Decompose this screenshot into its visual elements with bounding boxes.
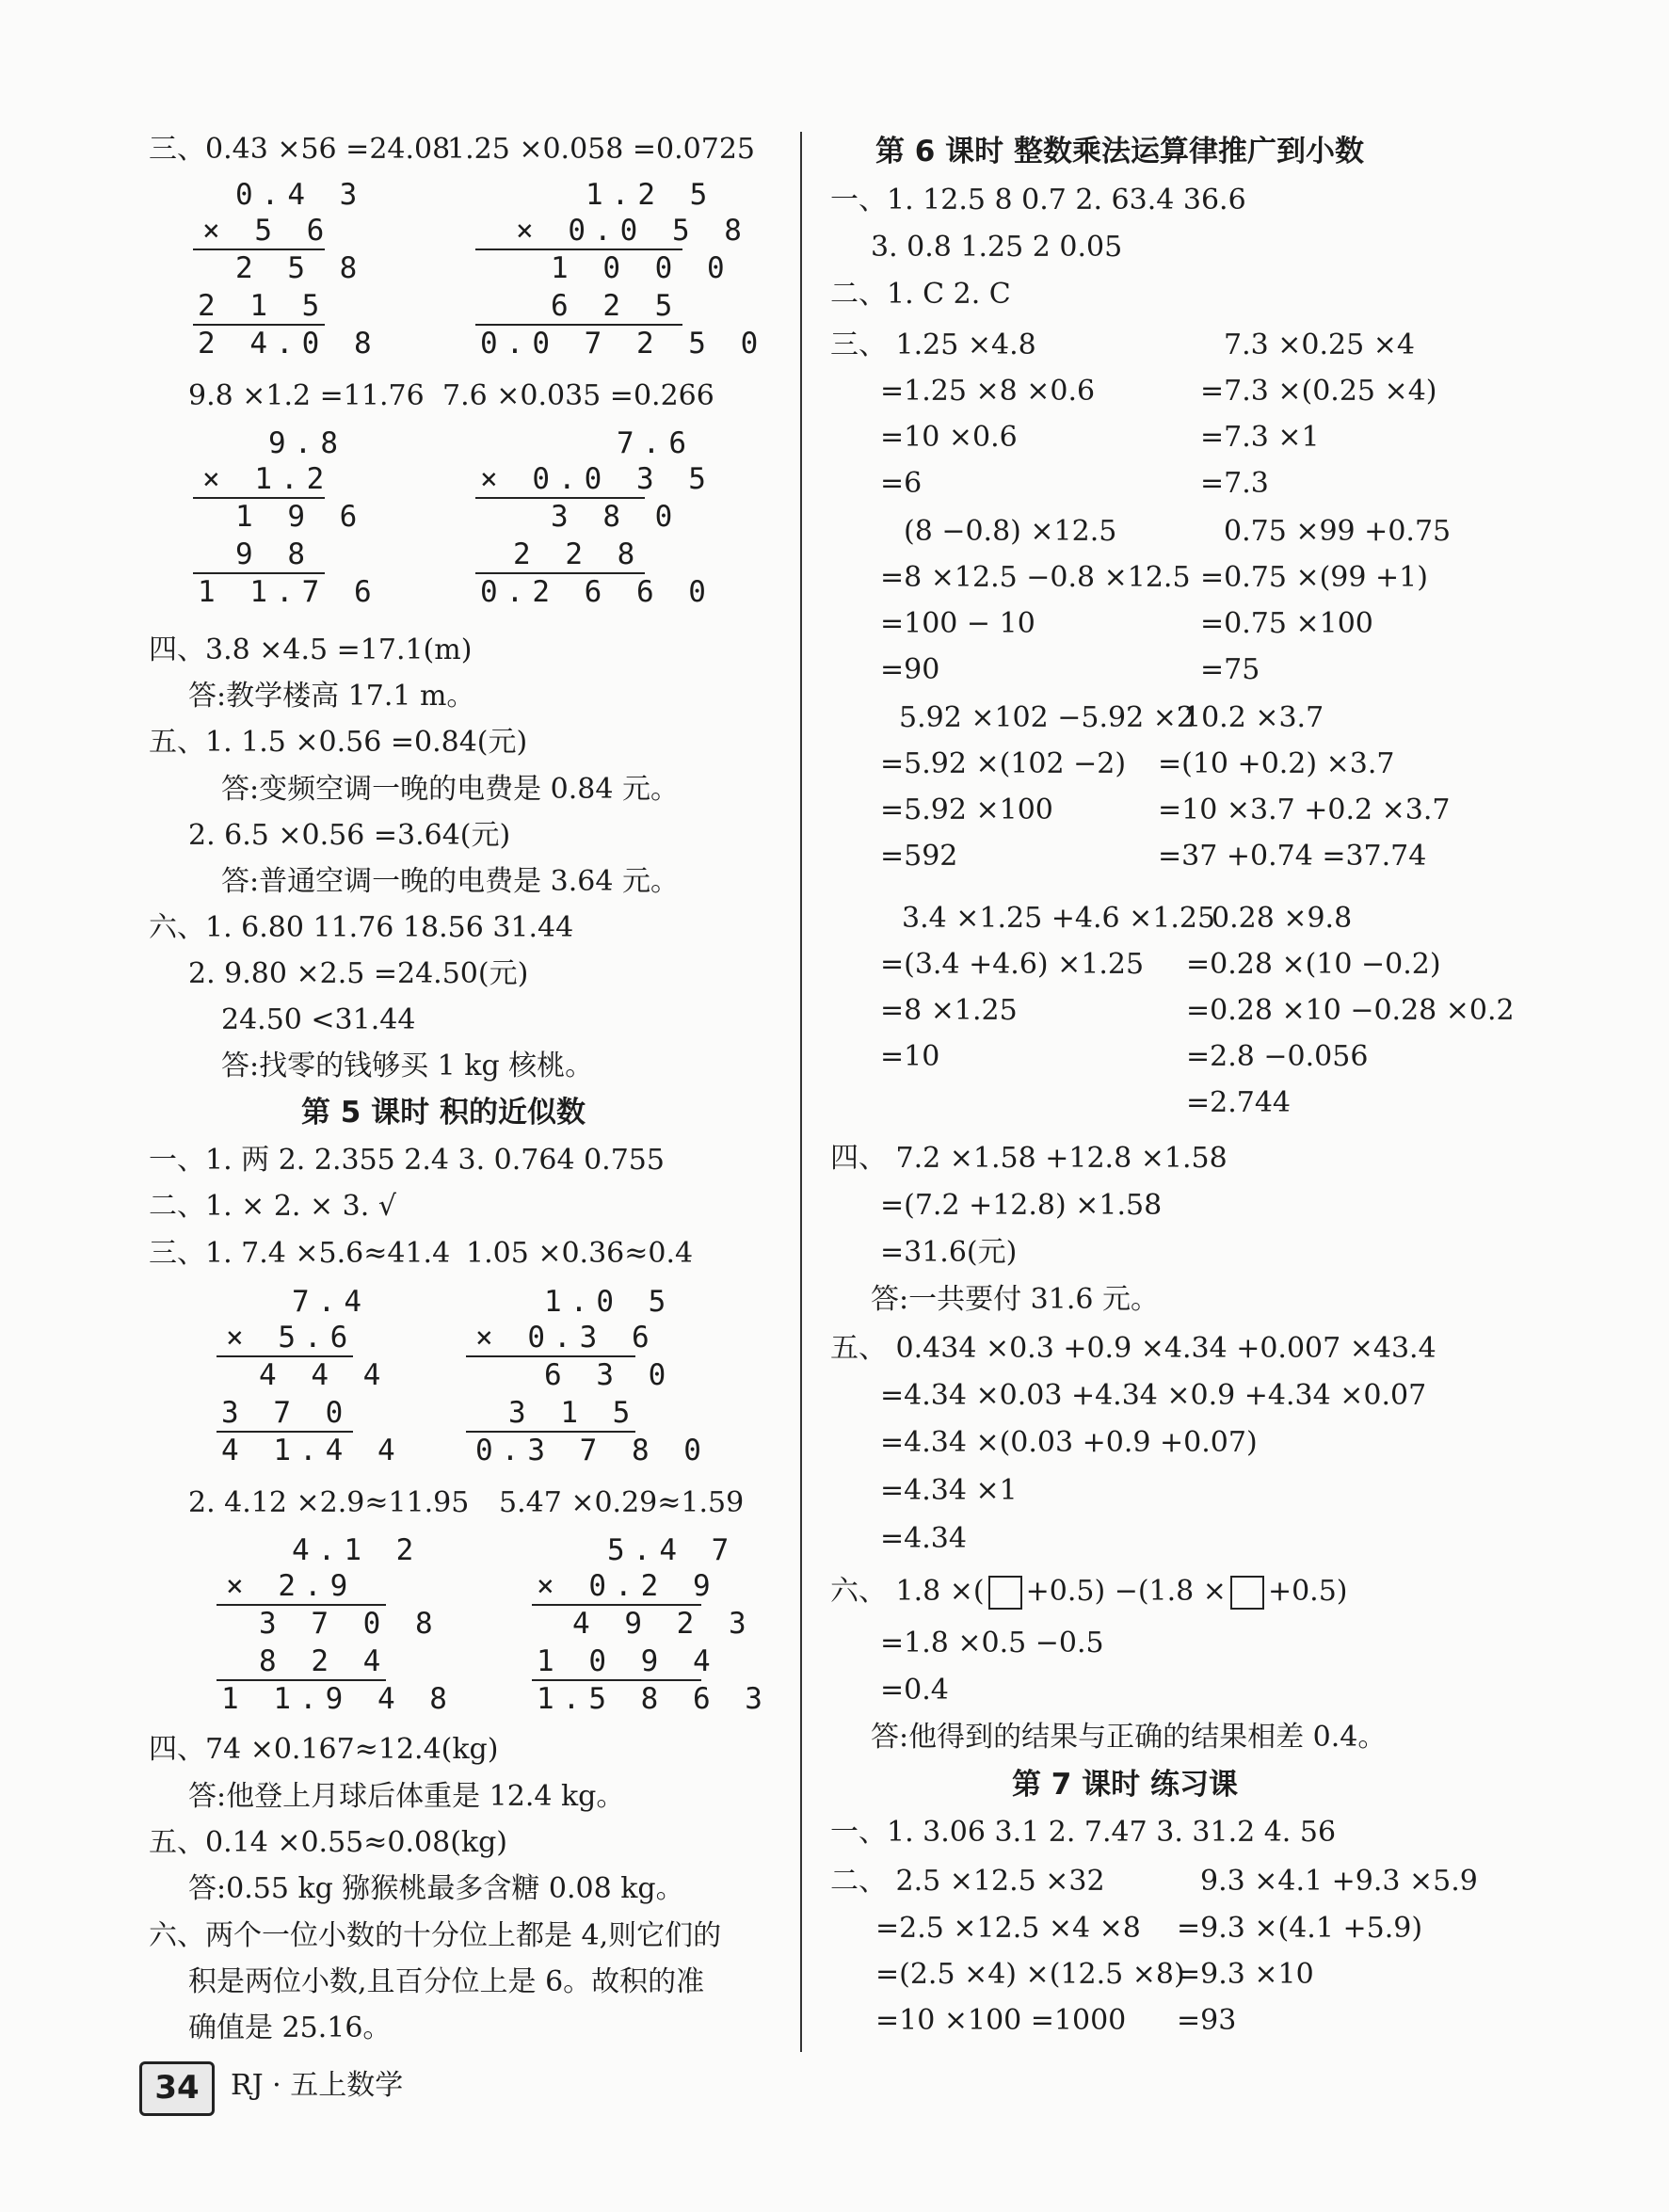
l-s6-3: 24.50 <31.44: [221, 1003, 416, 1036]
l-s5-2: 2. 6.5 ×0.56 =3.64(元): [188, 819, 511, 852]
l5-s1: 一、1. 两 2. 2.355 2.4 3. 0.764 0.755: [149, 1144, 665, 1177]
l5-s6-line1: 六、两个一位小数的十分位上都是 4,则它们的: [149, 1919, 722, 1952]
l-s4: 四、3.8 ×4.5 =17.1(m): [149, 633, 473, 666]
l5-s6-line2: 积是两位小数,且百分位上是 6。故积的准: [188, 1965, 705, 1998]
column-divider: [800, 132, 802, 2052]
l-s5-1: 五、1. 1.5 ×0.56 =0.84(元): [149, 726, 528, 759]
l6-s2: 二、1. C 2. C: [830, 278, 1011, 311]
l-s4-answer: 答:教学楼高 17.1 m。: [188, 680, 475, 713]
l5-s3a: 三、1. 7.4 ×5.6≈41.4: [149, 1237, 451, 1270]
l-s5-2-answer: 答:普通空调一晚的电费是 3.64 元。: [221, 865, 679, 898]
page-number: 34: [139, 2061, 215, 2116]
l-s3-line1b: 1.25 ×0.058 =0.0725: [447, 133, 755, 166]
l5-s3b: 1.05 ×0.36≈0.4: [466, 1237, 694, 1270]
blank-box-1: [988, 1576, 1022, 1610]
r-s6-equation: 六、 1.8 ×( +0.5) −(1.8 × +0.5): [830, 1575, 1348, 1608]
l6-s1b: 3. 0.8 1.25 2 0.05: [871, 231, 1123, 264]
lesson7-title: 第 7 课时 练习课: [1012, 1768, 1238, 1802]
book-label: RJ · 五上数学: [231, 2069, 404, 2102]
l7-s1: 一、1. 3.06 3.1 2. 7.47 3. 31.2 4. 56: [830, 1816, 1337, 1849]
l-s6-answer: 答:找零的钱够买 1 kg 核桃。: [221, 1050, 594, 1082]
l5-s2: 二、1. × 2. × 3. √: [149, 1190, 396, 1223]
l5-s4: 四、74 ×0.167≈12.4(kg): [149, 1733, 499, 1766]
l-s3-line2b: 7.6 ×0.035 =0.266: [442, 379, 714, 412]
l5-s6-line3: 确值是 25.16。: [188, 2012, 392, 2044]
l5-s3c: 2. 4.12 ×2.9≈11.95: [188, 1486, 470, 1519]
l-s5-1-answer: 答:变频空调一晚的电费是 0.84 元。: [221, 773, 679, 806]
l-s6-2: 2. 9.80 ×2.5 =24.50(元): [188, 957, 529, 990]
l-s6-1: 六、1. 6.80 11.76 18.56 31.44: [149, 911, 574, 944]
blank-box-2: [1230, 1576, 1264, 1610]
l6-s1a: 一、1. 12.5 8 0.7 2. 63.4 36.6: [830, 184, 1246, 216]
l-s3-line2a: 9.8 ×1.2 =11.76: [188, 379, 425, 412]
lesson5-title: 第 5 课时 积的近似数: [301, 1096, 586, 1130]
l5-s4-answer: 答:他登上月球后体重是 12.4 kg。: [188, 1780, 625, 1813]
lesson6-title: 第 6 课时 整数乘法运算律推广到小数: [875, 135, 1364, 168]
l5-s5-answer: 答:0.55 kg 猕猴桃最多含糖 0.08 kg。: [188, 1872, 684, 1905]
l5-s3d: 5.47 ×0.29≈1.59: [499, 1486, 745, 1519]
l5-s5: 五、0.14 ×0.55≈0.08(kg): [149, 1826, 507, 1859]
l-s3-line1: 三、0.43 ×56 =24.08: [149, 133, 451, 166]
